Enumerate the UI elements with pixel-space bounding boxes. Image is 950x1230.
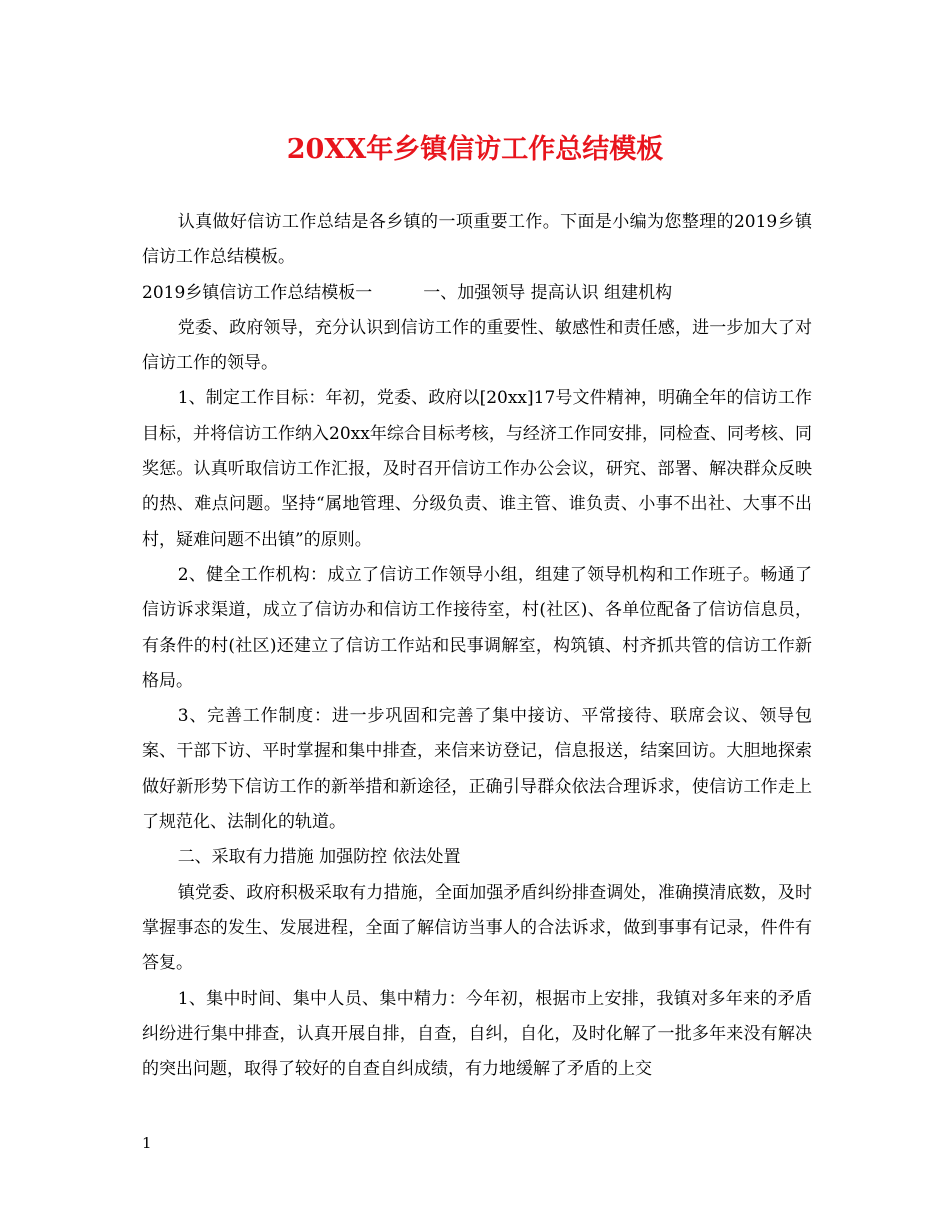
paragraph: 2、健全工作机构：成立了信访工作领导小组，组建了领导机构和工作班子。畅通了信访诉求渠道，成立了信访办和信访工作接待室，村(社区)、各单位配备了信访信息员，有条件的村(社区)还建立了信访工作站和民事调解室，构筑镇、村齐抓共管的信访工作新格局。: [142, 564, 812, 691]
paragraph: 2019乡镇信访工作总结模板一 一、加强领导 提高认识 组建机构: [142, 282, 673, 303]
paragraph: 党委、政府领导，充分认识到信访工作的重要性、敏感性和责任感，进一步加大了对信访工作的领导。: [142, 317, 812, 374]
paragraph: 认真做好信访工作总结是各乡镇的一项重要工作。下面是小编为您整理的2019乡镇信访工作总结模板。: [142, 212, 812, 268]
paragraph: 1、集中时间、集中人员、集中精力：今年初，根据市上安排，我镇对多年来的矛盾纠纷进行集中排查，认真开展自排，自查，自纠，自化，及时化解了一批多年来没有解决的突出问题，取得了较好的自查自纠成绩，有力地缓解了矛盾的上交: [142, 988, 812, 1080]
paragraph: 1、制定工作目标：年初，党委、政府以[20xx]17号文件精神，明确全年的信访工作目标，并将信访工作纳入20xx年综合目标考核，与经济工作同安排，同检查、同考核、同奖惩。认真听取信访工作汇报，及时召开信访工作办公会议，研究、部署、解决群众反映的热、难点问题。坚持“属地管理、分级负责、谁主管、谁负责、小事不出社、大事不出村，疑难问题不出镇”的原则。: [142, 388, 812, 550]
page-number: 1: [142, 1134, 152, 1152]
paragraph: 3、完善工作制度：进一步巩固和完善了集中接访、平常接待、联席会议、领导包案、干部下访、平时掌握和集中排查，来信来访登记，信息报送，结案回访。大胆地探索做好新形势下信访工作的新举措和新途径，正确引导群众依法合理诉求，使信访工作走上了规范化、法制化的轨道。: [142, 706, 812, 833]
document-title: 20XX年乡镇信访工作总结模板: [286, 134, 664, 165]
paragraph: 二、采取有力措施 加强防控 依法处置: [177, 847, 461, 868]
paragraph: 镇党委、政府积极采取有力措施，全面加强矛盾纠纷排查调处，准确摸清底数，及时掌握事态的发生、发展进程，全面了解信访当事人的合法诉求，做到事事有记录，件件有答复。: [142, 882, 812, 974]
document-body: [142, 205, 812, 1087]
